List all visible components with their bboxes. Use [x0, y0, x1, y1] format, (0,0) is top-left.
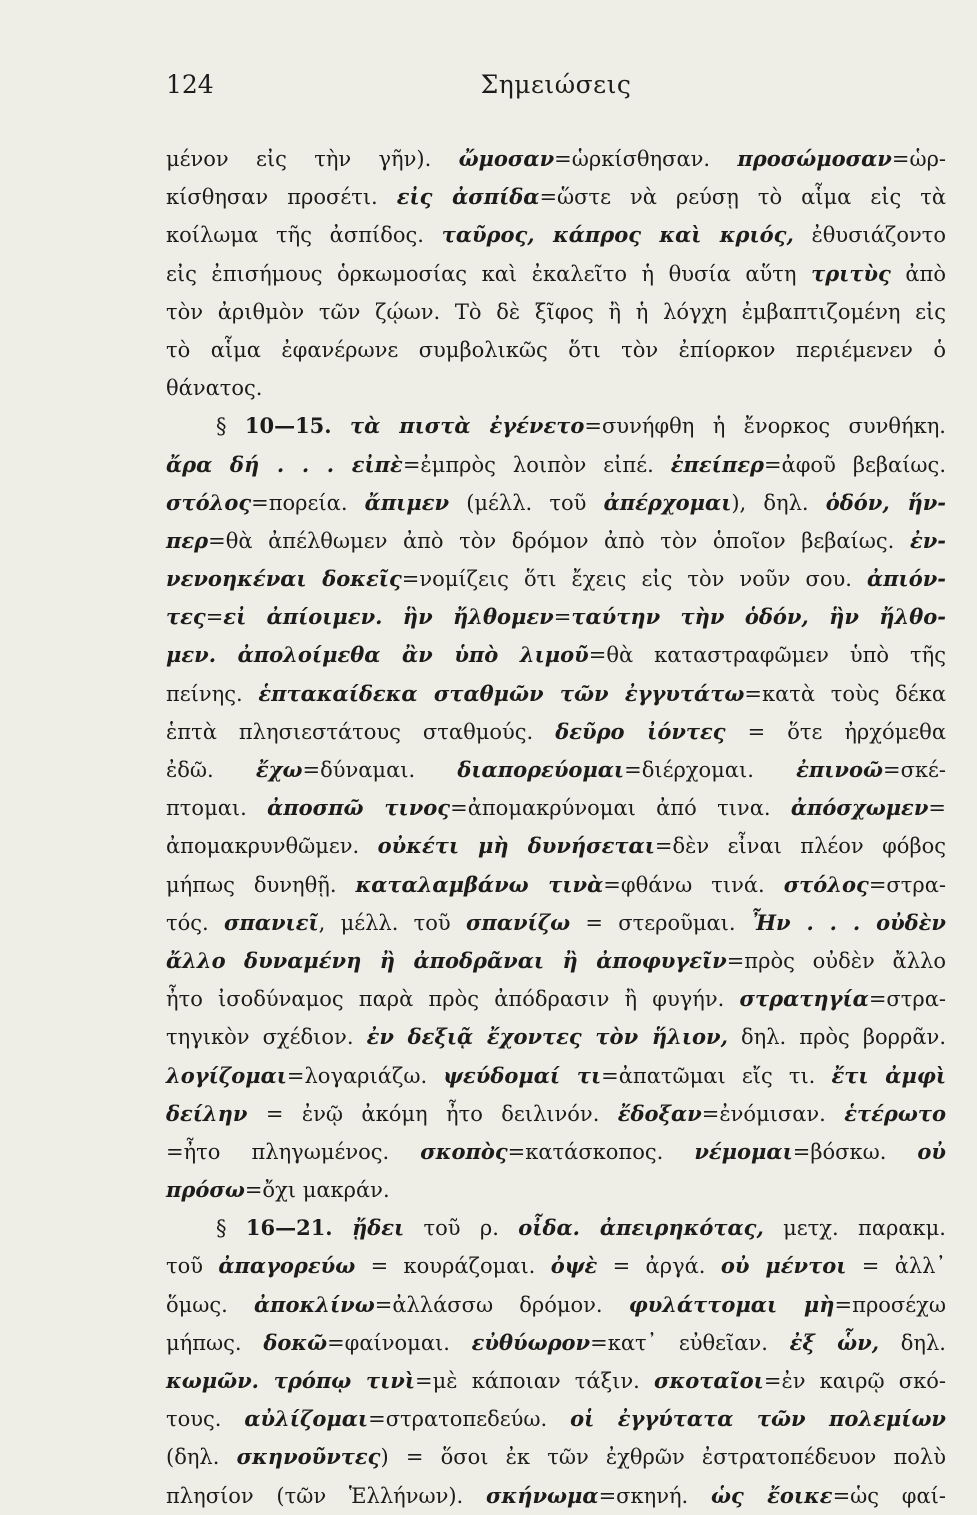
text-line: περ=θὰ ἀπέλθωμεν ἀπὸ τὸν δρόμον ἀπὸ τὸν ὁποῖον βεβαίως. ἐν- [166, 527, 946, 553]
text-line: τους. αὐλίζομαι=στρατοπεδεύω. οἱ ἐγγύτατα τῶν πολεμίων [166, 1406, 947, 1432]
text-line: μένον εἰς τὴν γῆν). ὤμοσαν=ὡρκίσθησαν. προσώμοσαν=ὡρ- [166, 146, 947, 171]
text-line: πλησίον (τῶν Ἑλλήνων). σκήνωμα=σκηνή. ὡς ἔοικε=ὡς φαί- [166, 1482, 946, 1508]
text-line: δείλην = ἐνῷ ἀκόμη ἦτο δειλινόν. ἔδοξαν=ἐνόμισαν. ἑτέρωτο [166, 1100, 946, 1126]
text-line: τοῦ ἀπαγορεύω = κουράζομαι. ὀψὲ = ἀργά. οὐ μέντοι = ἀλλ᾿ [166, 1253, 946, 1279]
text-line: λογίζομαι=λογαριάζω. ψεύδομαί τι=ἀπατῶμαι εἴς τι. ἔτι ἀμφὶ [166, 1062, 946, 1088]
text-line: ἑπτὰ πλησιεστάτους σταθμούς. δεῦρο ἰόντες = ὅτε ἠρχόμεθα [166, 718, 946, 744]
text-line: μεν. ἀπολοίμεθα ἂν ὑπὸ λιμοῦ=θὰ καταστραφῶμεν ὑπὸ τῆς [166, 642, 946, 668]
page-number: 124 [166, 70, 214, 99]
text-line: νενοηκέναι δοκεῖς=νομίζεις ὅτι ἔχεις εἰς τὸν νοῦν σου. ἀπιόν- [166, 566, 946, 592]
text-line: ἐδῶ. ἔχω=δύναμαι. διαπορεύομαι=διέρχομαι. ἐπινοῶ=σκέ- [166, 757, 946, 782]
notes-body [166, 140, 946, 1515]
text-line: ἄρα δή . . . εἰπὲ=ἐμπρὸς λοιπὸν εἰπέ. ἐπείπερ=ἀφοῦ βεβαίως. [166, 451, 946, 477]
text-line: ἦτο ἰσοδύναμος παρὰ πρὸς ἀπόδρασιν ἢ φυγήν. στρατηγία=στρα- [166, 986, 946, 1012]
text-line: τηγικὸν σχέδιον. ἐν δεξιᾷ ἔχοντες τὸν ἥλιον, δηλ. πρὸς βορρᾶν. [166, 1024, 946, 1050]
text-line: μήπως. δοκῶ=φαίνομαι. εὐθύωρον=κατ᾿ εὐθεῖαν. ἐξ ὧν, δηλ. [166, 1329, 946, 1355]
text-line: εἰς ἐπισήμους ὁρκωμοσίας καὶ ἐκαλεῖτο ἡ θυσία αὕτη τριτὺς ἀπὸ [166, 260, 946, 286]
text-line: τες=εἰ ἀπίοιμεν. ἣν ἤλθομεν=ταύτην τὴν ὁδόν, ἣν ἤλθο- [166, 604, 946, 630]
text-line: § 16—21. ᾔδει τοῦ ρ. οἶδα. ἀπειρηκότας, μετχ. παρακμ. [216, 1215, 946, 1241]
running-title: Σημειώσεις [480, 70, 632, 99]
text-line: κίσθησαν προσέτι. εἰς ἀσπίδα=ὥστε νὰ ρεύσῃ τὸ αἷμα εἰς τὰ [166, 184, 947, 210]
text-line: πτομαι. ἀποσπῶ τινος=ἀπομακρύνομαι ἀπό τινα. ἀπόσχωμεν= [166, 795, 947, 821]
text-line: =ἦτο πληγωμένος. σκοπὸς=κατάσκοπος. νέμομαι=βόσκω. οὐ [166, 1138, 946, 1164]
text-line: τὸν ἀριθμὸν τῶν ζῴων. Τὸ δὲ ξῖφος ἢ ἡ λόγχη ἐμβαπτιζομένη εἰς [166, 299, 946, 324]
text-line: μήπως δυνηθῇ. καταλαμβάνω τινὰ=φθάνω τινά. στόλος=στρα- [166, 871, 946, 897]
text-line: πείνης. ἑπτακαίδεκα σταθμῶν τῶν ἐγγυτάτω=κατὰ τοὺς δέκα [166, 680, 946, 706]
text-line: κωμῶν. τρόπῳ τινὶ=μὲ κάποιαν τάξιν. σκοταῖοι=ἐν καιρῷ σκό- [166, 1368, 946, 1393]
text-line: (δηλ. σκηνοῦντες) = ὅσοι ἐκ τῶν ἐχθρῶν ἐστρατοπέδευον πολὺ [166, 1444, 946, 1470]
text-line: ἀπομακρυνθῶμεν. οὐκέτι μὴ δυνήσεται=δὲν εἶναι πλέον φόβος [166, 833, 946, 859]
text-line: θάνατος. [166, 376, 263, 401]
text-line: ἄλλο δυναμένη ἢ ἀποδρᾶναι ἢ ἀποφυγεῖν=πρὸς οὐδὲν ἄλλο [166, 947, 946, 973]
text-line: κοίλωμα τῆς ἀσπίδος. ταῦρος, κάπρος καὶ κριός, ἐθυσιάζοντο [166, 222, 946, 248]
text-line: στόλος=πορεία. ἄπιμεν (μέλλ. τοῦ ἀπέρχομαι), δηλ. ὁδόν, ἥν- [166, 489, 946, 515]
text-line: § 10—15. τὰ πιστὰ ἐγένετο=συνήφθη ἡ ἔνορκος συνθήκη. [216, 413, 946, 439]
text-line: πρόσω=ὄχι μακράν. [166, 1177, 390, 1203]
page-header [166, 70, 946, 110]
text-line: τός. σπανιεῖ, μέλλ. τοῦ σπανίζω = στεροῦμαι. Ἦν . . . οὐδὲν [166, 909, 946, 935]
text-line: ὅμως. ἀποκλίνω=ἀλλάσσω δρόμον. φυλάττομαι μὴ=προσέχω [166, 1291, 946, 1317]
text-line: τὸ αἷμα ἐφανέρωνε συμβολικῶς ὅτι τὸν ἐπίορκον περιέμενεν ὁ [166, 337, 946, 362]
